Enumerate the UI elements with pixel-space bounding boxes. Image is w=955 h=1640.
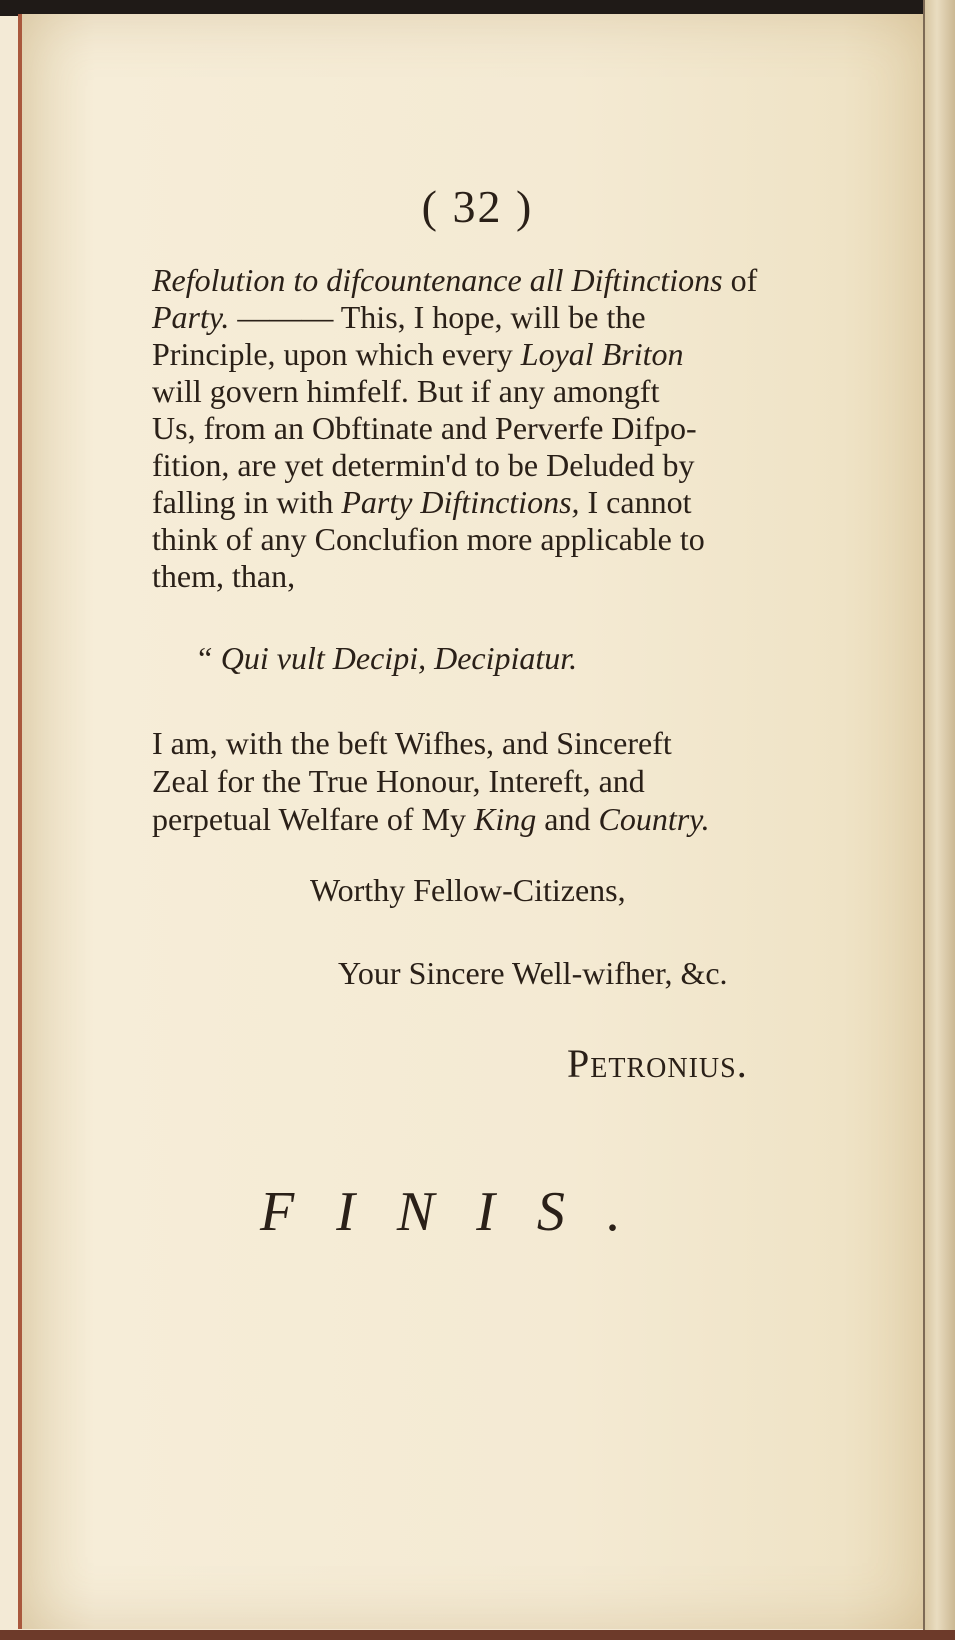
book-spine xyxy=(923,0,955,1640)
body-line-italic: Refolution to difcountenance all Diftinctions xyxy=(152,262,723,298)
body-line-italic: Party Diftinctions, xyxy=(341,484,580,520)
body-line-roman: will govern himfelf. But if any amongft xyxy=(152,373,660,409)
closing-text: perpetual Welfare of My xyxy=(152,801,475,837)
body-line xyxy=(152,299,802,336)
closing-text: and xyxy=(536,801,599,837)
body-line-roman: ——— This, I hope, will be the xyxy=(229,299,646,335)
closing-king: King xyxy=(474,801,537,837)
body-line xyxy=(152,410,802,447)
body-line-roman: fition, are yet determin'd to be Deluded by xyxy=(152,447,695,483)
closing-paragraph xyxy=(152,724,802,838)
body-line-roman: falling in with xyxy=(152,484,342,520)
body-line xyxy=(152,262,802,299)
body-line-roman: think of any Conclufion more applicable to xyxy=(152,521,705,557)
body-paragraph xyxy=(152,262,802,595)
signature: Petronius. xyxy=(567,1041,748,1086)
latin-quote: “ Qui vult Decipi, Decipiatur. xyxy=(195,640,578,676)
closing-line xyxy=(152,800,802,838)
body-line-italic: Loyal Briton xyxy=(520,336,684,372)
page-bottom-edge xyxy=(0,1630,955,1640)
body-line xyxy=(152,447,802,484)
body-line-roman: Principle, upon which every xyxy=(152,336,521,372)
valediction: Your Sincere Well-wifher, &c. xyxy=(338,955,728,991)
body-line-roman: them, than, xyxy=(152,558,296,594)
closing-line: Zeal for the True Honour, Intereft, and xyxy=(152,763,645,799)
body-line-roman: Us, from an Obftinate and Perverfe Difpo- xyxy=(152,410,697,446)
salutation: Worthy Fellow-Citizens, xyxy=(310,872,626,908)
body-line xyxy=(152,521,802,558)
closing-line: I am, with the beft Wifhes, and Sincereft xyxy=(152,725,672,761)
body-line-roman: I cannot xyxy=(579,484,692,520)
body-line-roman: of xyxy=(722,262,758,298)
body-line xyxy=(152,558,802,595)
finis-heading: FINIS. xyxy=(260,1181,663,1243)
body-line xyxy=(152,484,802,521)
body-line xyxy=(152,373,802,410)
body-line xyxy=(152,336,802,373)
page-number: ( 32 ) xyxy=(421,181,534,232)
body-line-italic: Party. xyxy=(152,299,230,335)
closing-country: Country. xyxy=(598,801,710,837)
